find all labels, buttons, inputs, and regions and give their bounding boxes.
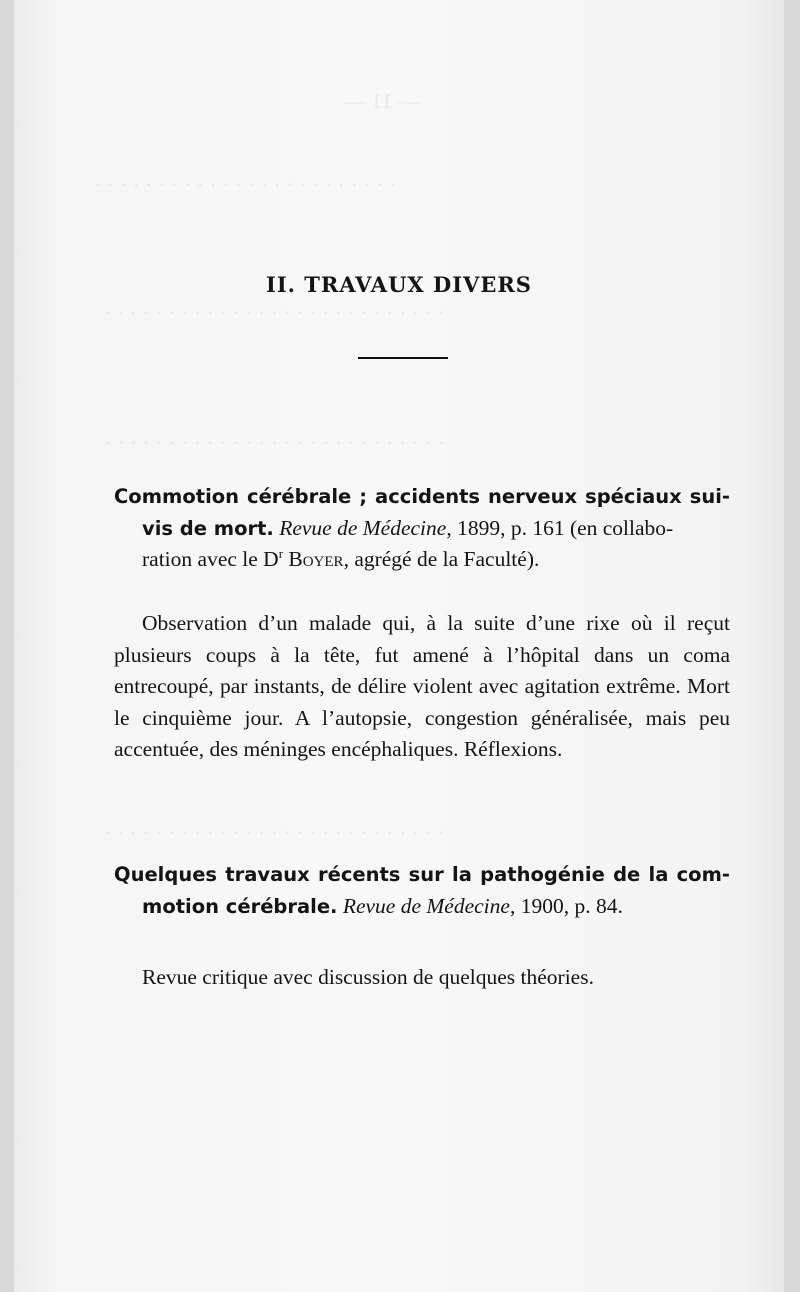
citation-collaboration: ration avec le D [142,547,279,571]
entry-summary-block [114,962,730,994]
bleed-through-mark: · · · · · · · · · · · · · · · · · · · · · · · · · · · [104,300,445,325]
bibliography-entry [114,859,730,922]
bleed-through-mark: · · · · · · · · · · · · · · · · · · · · · · · · [94,172,397,197]
entry-title: Commotion cérébrale ; accidents nerveux spéciaux sui- [114,485,730,508]
collaborator-name: Boyer [288,547,344,571]
bleed-through-mark: — 11 — [344,88,421,113]
entry-citation [114,481,730,576]
entry-citation [114,859,730,922]
section-heading: II. TRAVAUX DIVERS [266,272,532,297]
citation-details: , 1899, p. 161 (en collabo- [446,515,674,540]
entry-summary-block [114,608,730,766]
collaborator-title: , agrégé de la Faculté). [343,547,540,571]
entry-summary: Observation d’un malade qui, à la suite d’une rixe où il reçut plusieurs coups à la tête, fut amené à l’hôpital dans un coma entrecoupé, par instants, de délire violent avec agitation extrême. Mort le cinquième jour. A l’autopsie, congestion généralisée, mais peu accentuée, des méninges encéphaliques. Réflexions. [114,611,730,761]
doctor-abbrev-sup: r [278,546,283,561]
entry-title-continued: vis de mort. [142,516,274,540]
entry-summary: Revue critique avec discussion de quelques théories. [142,965,594,989]
entry-title: Quelques travaux récents sur la pathogénie de la com- [114,863,730,886]
bibliography-entry [114,481,730,576]
bleed-through-mark: · · · · · · · · · · · · · · · · · · · · · · · · · · · [104,430,445,455]
bleed-through-mark: · · · · · · · · · · · · · · · · · · · · · · · · · · · [104,820,445,845]
citation-details: , 1900, p. 84. [509,893,623,918]
journal-name: Revue de Médecine [279,515,447,540]
journal-name: Revue de Médecine [342,893,510,918]
document-page [14,0,784,1292]
heading-rule [358,357,448,359]
entry-title-continued: motion cérébrale. [142,894,338,918]
